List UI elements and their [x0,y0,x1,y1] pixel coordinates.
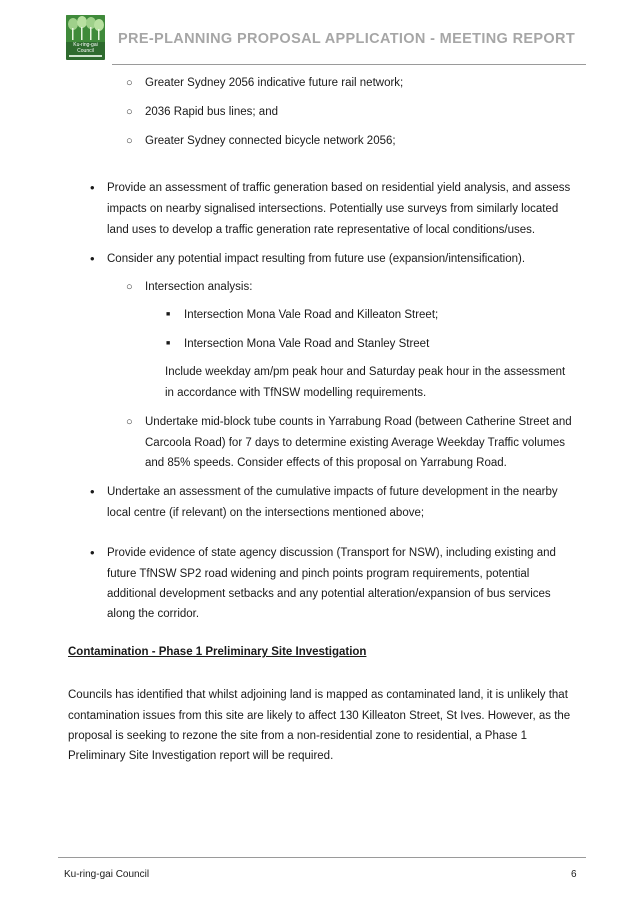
paragraph-line: Councils has identified that whilst adjoining land is mapped as contaminated land, it is unlikely that [68,689,568,701]
list-item: 2036 Rapid bus lines; and [145,106,278,118]
paragraph-line: contamination issues from this site are likely to affect 130 Killeaton Street, St Ives. However, as the [68,710,571,722]
bullet-icon: • [90,484,95,499]
list-item-line: and 85% speeds. Consider effects of this proposal on Yarrabung Road. [145,457,507,469]
logo-bar [69,55,102,57]
bullet-text-line: Consider any potential impact resulting from future use (expansion/intensification). [107,253,526,265]
note-text-line: in accordance with TfNSW modelling requirements. [165,387,427,399]
bullet-text-line: Provide an assessment of traffic generation based on residential yield analysis, and assess [107,182,571,194]
logo-text: Ku-ring-gai Council [73,42,98,54]
bullet-icon: • [90,545,95,560]
paragraph-line: Preliminary Site Investigation report will be required. [68,750,334,762]
page-number: 6 [571,869,577,880]
page-title: PRE-PLANNING PROPOSAL APPLICATION - MEETING REPORT [118,31,576,47]
list-item: Intersection analysis: [145,281,253,293]
square-bullet-icon: ■ [166,340,171,347]
circle-bullet-icon: ○ [126,135,133,147]
list-item-line: Carcoola Road) for 7 days to determine existing Average Weekday Traffic volumes [145,437,565,449]
list-item: Intersection Mona Vale Road and Stanley Street [184,338,430,350]
bullet-text-line: local centre (if relevant) on the intersections mentioned above; [107,507,425,519]
council-logo [66,15,105,60]
circle-bullet-icon: ○ [126,416,133,428]
header-divider [112,64,586,65]
circle-bullet-icon: ○ [126,77,133,89]
note-text-line: Include weekday am/pm peak hour and Saturday peak hour in the assessment [165,366,566,378]
list-item: Greater Sydney 2056 indicative future rail network; [145,77,404,89]
list-item-line: Undertake mid-block tube counts in Yarrabung Road (between Catherine Street and [145,416,572,428]
bullet-text-line: Provide evidence of state agency discussion (Transport for NSW), including existing and [107,547,556,559]
bullet-icon: • [90,180,95,195]
bullet-text-line: future TfNSW SP2 road widening and pinch points program requirements, potential [107,568,530,580]
bullet-text-line: along the corridor. [107,608,200,620]
bullet-text-line: land uses to develop a traffic generation rate representative of local conditions/uses. [107,224,536,236]
bullet-text-line: additional development setbacks and any potential alteration/expansion of bus services [107,588,551,600]
circle-bullet-icon: ○ [126,281,133,293]
bullet-text-line: impacts on nearby signalised intersections. Potentially use surveys from similarly located [107,203,559,215]
footer-organisation: Ku-ring-gai Council [64,869,150,880]
list-item: Intersection Mona Vale Road and Killeaton Street; [184,309,439,321]
square-bullet-icon: ■ [166,311,171,318]
paragraph-line: proposal is seeking to rezone the site from a non-residential zone to residential, a Phase 1 [68,730,527,742]
tree-logo-icon [66,15,105,42]
list-item: Greater Sydney connected bicycle network 2056; [145,135,396,147]
bullet-text-line: Undertake an assessment of the cumulative impacts of future development in the nearby [107,486,558,498]
circle-bullet-icon: ○ [126,106,133,118]
footer-divider [58,857,586,858]
section-heading: Contamination - Phase 1 Preliminary Site Investigation [68,646,367,658]
bullet-icon: • [90,251,95,266]
